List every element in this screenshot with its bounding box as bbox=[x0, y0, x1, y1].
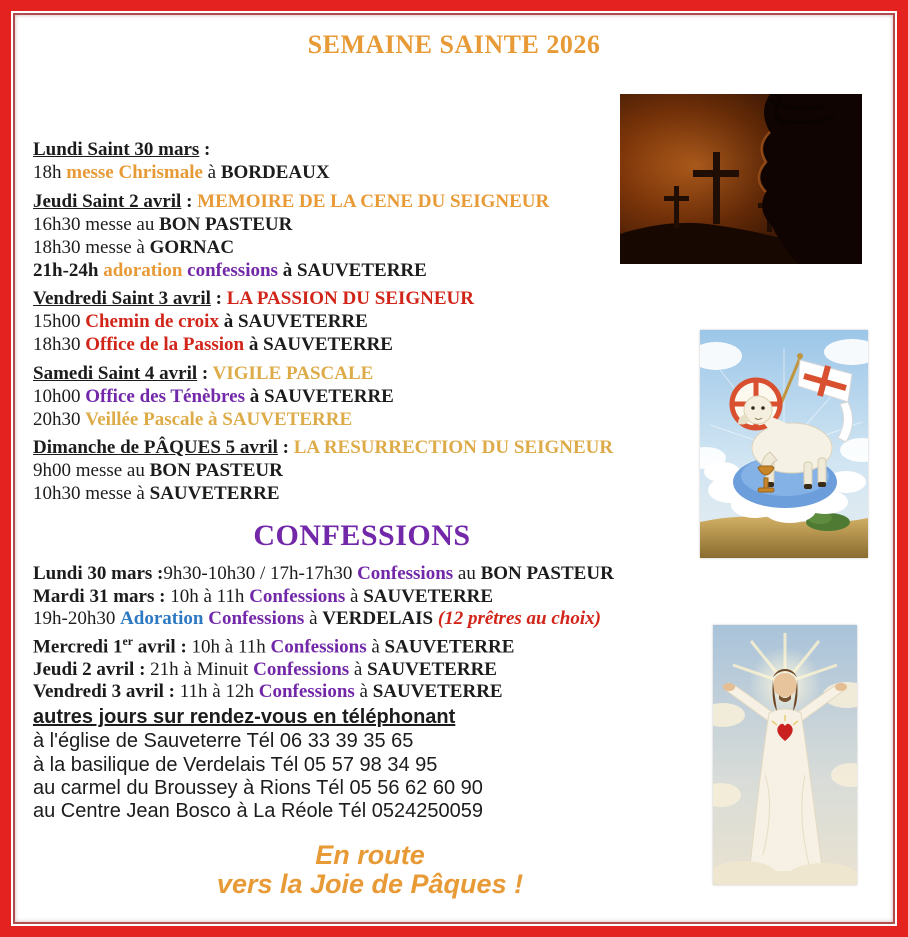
text-segment: avril : bbox=[132, 636, 192, 658]
text-segment: MEMOIRE DE LA CENE DU SEIGNEUR bbox=[197, 191, 550, 212]
passion-image bbox=[620, 94, 862, 264]
text-segment: 21h à Minuit bbox=[150, 658, 254, 680]
text-segment: Office de la Passion bbox=[85, 334, 245, 355]
text-segment: Office des Ténèbres bbox=[85, 386, 245, 407]
text-segment: : bbox=[197, 363, 213, 384]
text-segment: 19h-20h30 bbox=[33, 608, 121, 630]
text-line bbox=[33, 631, 614, 659]
text-segment: SAUVETERRE bbox=[149, 483, 280, 504]
text-line bbox=[33, 287, 474, 310]
text-segment: à bbox=[366, 636, 385, 658]
text-segment: Lundi 30 mars : bbox=[33, 563, 164, 584]
text-segment: : bbox=[277, 437, 294, 458]
footer-slogan bbox=[0, 841, 740, 899]
text-segment: 9h00 messe au bbox=[33, 460, 150, 481]
text-segment: à bbox=[244, 386, 264, 407]
text-line bbox=[33, 608, 614, 631]
text-segment: Dimanche de PÂQUES 5 avril bbox=[33, 437, 278, 458]
text-segment: VERDELAIS bbox=[322, 608, 438, 630]
text-segment: Confessions bbox=[258, 681, 355, 703]
text-segment: 10h à 11h bbox=[191, 636, 271, 658]
contact-line: à la basilique de Verdelais Tél 05 57 98 34 95 bbox=[33, 753, 438, 776]
footer-line: En route bbox=[315, 840, 425, 870]
text-segment: er bbox=[122, 634, 133, 648]
text-line bbox=[33, 333, 474, 356]
risen-christ-image bbox=[713, 625, 857, 885]
text-segment: Jeudi 2 avril : bbox=[33, 658, 151, 680]
risen-christ-illustration bbox=[713, 625, 857, 885]
text-segment: à bbox=[304, 608, 323, 630]
text-line bbox=[33, 138, 330, 161]
text-segment: à bbox=[218, 311, 238, 332]
text-segment: 20h30 bbox=[33, 409, 86, 430]
footer-line: vers la Joie de Pâques ! bbox=[216, 869, 524, 899]
confessions-list bbox=[33, 563, 614, 704]
text-segment: Confessions bbox=[270, 636, 367, 658]
text-segment: Veillée Pascale à SAUVETERRE bbox=[85, 409, 353, 430]
text-segment: BORDEAUX bbox=[220, 162, 330, 183]
text-segment: à bbox=[244, 334, 264, 355]
text-segment: au bbox=[453, 563, 481, 584]
text-line bbox=[33, 310, 474, 333]
text-segment: 10h à 11h bbox=[170, 585, 250, 607]
text-line bbox=[33, 459, 613, 482]
text-line bbox=[33, 362, 394, 385]
schedule-block-holy-thursday bbox=[33, 190, 549, 282]
text-segment: Adoration bbox=[120, 608, 204, 630]
text-segment: VIGILE PASCALE bbox=[212, 363, 374, 384]
text-line bbox=[33, 161, 330, 184]
text-segment: SAUVETERRE bbox=[263, 386, 394, 407]
text-segment: LA RESURRECTION DU SEIGNEUR bbox=[293, 437, 614, 458]
text-segment: : bbox=[181, 191, 198, 212]
lamb-of-god-image bbox=[700, 330, 868, 558]
schedule-block-easter-sunday bbox=[33, 436, 613, 505]
text-line bbox=[33, 563, 614, 586]
page-title: SEMAINE SAINTE 2026 bbox=[307, 30, 601, 59]
text-segment: Mardi 31 mars : bbox=[33, 585, 171, 607]
text-segment: 9h30-10h30 / 17h-17h30 bbox=[163, 563, 358, 584]
text-segment: SAUVETERRE bbox=[263, 334, 393, 355]
text-line bbox=[33, 259, 549, 282]
text-segment: à bbox=[345, 585, 364, 607]
text-segment: 10h00 bbox=[33, 386, 86, 407]
text-segment: LA PASSION DU SEIGNEUR bbox=[226, 288, 474, 309]
text-segment: 15h00 bbox=[33, 311, 86, 332]
text-segment: BON PASTEUR bbox=[480, 563, 614, 584]
contact-heading: autres jours sur rendez-vous en téléphonant bbox=[33, 706, 456, 728]
text-segment: 18h bbox=[33, 162, 67, 183]
text-line bbox=[33, 681, 614, 704]
text-segment: Lundi Saint 30 mars bbox=[33, 139, 200, 160]
schedule-block-good-friday bbox=[33, 287, 474, 356]
text-line bbox=[33, 659, 614, 682]
text-segment: SAUVETERRE bbox=[367, 658, 497, 680]
text-segment: Confessions bbox=[208, 608, 305, 630]
text-line bbox=[33, 436, 613, 459]
text-line bbox=[33, 586, 614, 609]
contact-line: au carmel du Broussey à Rions Tél 05 56 62 60 90 bbox=[33, 776, 483, 799]
text-line bbox=[33, 385, 394, 408]
text-segment: (12 prêtres au choix) bbox=[437, 608, 601, 630]
schedule-block-monday bbox=[33, 138, 330, 184]
text-segment: Vendredi Saint 3 avril bbox=[33, 288, 211, 309]
contact-line: à l'église de Sauveterre Tél 06 33 39 35 65 bbox=[33, 730, 414, 753]
text-segment: Chemin de croix bbox=[85, 311, 219, 332]
text-segment: : bbox=[199, 139, 211, 160]
text-line bbox=[33, 213, 549, 236]
contact-line: au Centre Jean Bosco à La Réole Tél 0524250059 bbox=[33, 800, 483, 823]
text-segment: SAUVETERRE bbox=[237, 311, 368, 332]
text-segment: 11h à 12h bbox=[179, 681, 259, 703]
text-segment: à bbox=[202, 162, 221, 183]
contact-section bbox=[33, 706, 483, 823]
text-segment: messe Chrismale bbox=[66, 162, 203, 183]
text-segment: Confessions bbox=[253, 658, 350, 680]
text-segment: à bbox=[354, 681, 373, 703]
text-segment: Jeudi Saint 2 avril bbox=[33, 191, 182, 212]
text-segment: BON PASTEUR bbox=[159, 214, 293, 235]
text-line bbox=[33, 190, 549, 213]
text-segment: 18h30 messe à bbox=[33, 237, 150, 258]
text-segment: Confessions bbox=[357, 563, 454, 584]
text-segment: à bbox=[277, 260, 297, 281]
passion-illustration bbox=[620, 94, 862, 264]
confessions-heading: CONFESSIONS bbox=[253, 519, 471, 552]
text-segment: Confessions bbox=[249, 585, 346, 607]
text-segment: confessions bbox=[187, 260, 278, 281]
text-line bbox=[33, 482, 613, 505]
text-segment: BON PASTEUR bbox=[149, 460, 283, 481]
text-segment: 21h-24h bbox=[33, 260, 104, 281]
text-segment: SAUVETERRE bbox=[384, 636, 515, 658]
text-segment: 16h30 messe au bbox=[33, 214, 160, 235]
text-segment: GORNAC bbox=[149, 237, 235, 258]
text-segment: 18h30 bbox=[33, 334, 86, 355]
text-segment: adoration bbox=[103, 260, 188, 281]
text-line bbox=[33, 408, 394, 431]
lamb-illustration bbox=[700, 330, 868, 558]
text-segment: Vendredi 3 avril : bbox=[33, 681, 180, 703]
text-segment: SAUVETERRE bbox=[372, 681, 503, 703]
text-segment: à bbox=[349, 658, 368, 680]
text-line bbox=[33, 236, 549, 259]
text-segment: Mercredi 1 bbox=[33, 636, 123, 658]
text-segment: Samedi Saint 4 avril bbox=[33, 363, 198, 384]
schedule-block-holy-saturday bbox=[33, 362, 394, 431]
text-segment: SAUVETERRE bbox=[296, 260, 427, 281]
text-segment: SAUVETERRE bbox=[363, 585, 494, 607]
text-segment: : bbox=[210, 288, 227, 309]
text-segment: 10h30 messe à bbox=[33, 483, 150, 504]
